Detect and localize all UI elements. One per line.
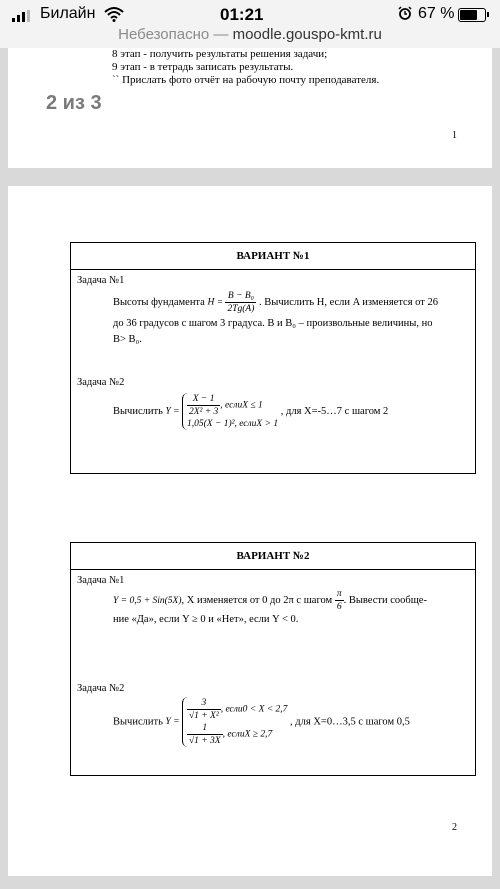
v1-task2-label: Задача №2 <box>77 377 125 388</box>
variant-2-title: ВАРИАНТ №2 <box>71 543 475 570</box>
v1-task1-label: Задача №1 <box>77 275 125 286</box>
document-page-1 <box>8 48 492 168</box>
v2-step-fraction: $\frac{\pi}{6}$ <box>336 589 342 612</box>
wifi-icon <box>104 6 124 22</box>
carrier-name: Билайн <box>40 5 96 22</box>
alarm-icon <box>398 6 412 20</box>
battery-percent: 67 % <box>418 5 455 22</box>
variant-2-box <box>70 542 476 776</box>
variant-1-box <box>70 242 476 474</box>
v1-task1-line2: до 36 градусов с шагом 3 градуса. B и B₀ – произвольные величины, но <box>113 318 433 329</box>
page-counter: 2 из 3 <box>46 92 102 114</box>
v2-task2-line: Вычислить Y = $\frac{3}{\text{√1 + X²}}$ , если0 < X < 2,7 $\frac{1}{√1 + 3X}$ , еслиX ≥ 2,7 , для X=0…3,5 с шагом 0,5 <box>113 698 410 746</box>
v1-formula-h: H = $\frac{\text{B − B₀}}{2Tg(A)}$ <box>207 291 255 314</box>
status-time: 01:21 <box>220 5 264 24</box>
instruction: `` Прислать фото отчёт на рабочую почту преподавателя. <box>112 74 380 86</box>
v2-task1-line1: Y = 0,5 + Sin(5X), X изменяется от 0 до 2π с шагом $\frac{\pi}{6}$ . Вывести сообще- <box>113 589 427 612</box>
viewer-background <box>0 876 500 889</box>
v1-task2-line: Вычислить Y = $\frac{X - 1}{\text{2X² + 3}}$ , еслиX ≤ 1 1,05(X − 1)², еслиX > 1 , для X=-5…7 с шагом 2 <box>113 394 389 429</box>
v2-piecewise-formula: Y = $\frac{3}{\text{√1 + X²}}$ , если0 < X < 2,7 $\frac{1}{√1 + 3X}$ , еслиX ≥ 2,7 <box>165 698 288 746</box>
battery-icon <box>458 8 486 22</box>
v2-task1-label: Задача №1 <box>77 575 125 586</box>
variant-1-title: ВАРИАНТ №1 <box>71 243 475 270</box>
url-domain: moodle.gouspo-kmt.ru <box>232 26 382 43</box>
page-number-2: 2 <box>452 822 457 833</box>
document-page-2 <box>8 186 492 876</box>
insecure-label: Небезопасно — <box>118 26 229 43</box>
v1-task1-line3: B> B₀. <box>113 334 142 345</box>
page1-text <box>112 48 379 87</box>
v1-task1-line1: Высоты фундамента H = $\frac{\text{B − B₀}}{2Tg(A)}$ . Вычислить H, если A изменяется от 26 <box>113 291 438 314</box>
v1-piecewise-formula: Y = $\frac{X - 1}{\text{2X² + 3}}$ , еслиX ≤ 1 1,05(X − 1)², еслиX > 1 <box>165 394 279 429</box>
v2-task2-label: Задача №2 <box>77 683 125 694</box>
step-9: 9 этап - в тетрадь записать результаты. <box>112 61 294 73</box>
page-number-1: 1 <box>452 130 457 141</box>
v2-task1-line2: ние «Да», если Y ≥ 0 и «Нет», если Y < 0. <box>113 614 299 625</box>
battery-fill <box>460 10 477 20</box>
signal-icon <box>12 10 34 22</box>
address-bar[interactable] <box>0 26 500 48</box>
step-8: 8 этап - получить результаты решения задачи; <box>112 48 328 60</box>
